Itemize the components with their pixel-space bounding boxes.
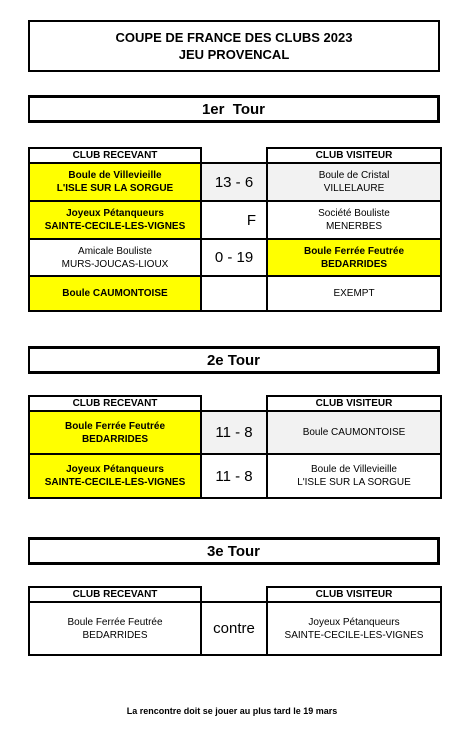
table-row	[29, 602, 441, 655]
away-team: Joyeux Pétanqueurs SAINTE-CECILE-LES-VIGNES	[267, 602, 441, 655]
away-team: Boule CAUMONTOISE	[267, 411, 441, 454]
header-away: CLUB VISITEUR	[267, 396, 441, 411]
round-1-title: 1er Tour	[28, 95, 440, 123]
table-row	[29, 411, 441, 454]
round-1-table	[28, 147, 442, 312]
match-score: 13 - 6	[201, 163, 267, 201]
away-team: Boule de Cristal VILLELAURE	[267, 163, 441, 201]
header-home: CLUB RECEVANT	[29, 148, 201, 163]
home-team: Boule Ferrée Feutrée BEDARRIDES	[29, 602, 201, 655]
match-score: contre	[201, 602, 267, 655]
home-team: Boule Ferrée Feutrée BEDARRIDES	[29, 411, 201, 454]
home-team: Amicale Bouliste MURS-JOUCAS-LIOUX	[29, 239, 201, 276]
match-score	[201, 276, 267, 311]
table-row	[29, 454, 441, 498]
match-score: 11 - 8	[201, 411, 267, 454]
title-line-2: JEU PROVENCAL	[178, 47, 290, 62]
match-score: 11 - 8	[201, 454, 267, 498]
away-team: Boule Ferrée Feutrée BEDARRIDES	[267, 239, 441, 276]
home-team: Joyeux Pétanqueurs SAINTE-CECILE-LES-VIGNES	[29, 201, 201, 239]
away-team: Société Bouliste MENERBES	[267, 201, 441, 239]
round-2-table	[28, 395, 442, 499]
away-team: EXEMPT	[267, 276, 441, 311]
table-row	[29, 163, 441, 201]
header-away: CLUB VISITEUR	[267, 587, 441, 602]
round-3-title: 3e Tour	[28, 537, 440, 565]
table-row	[29, 239, 441, 276]
table-row	[29, 201, 441, 239]
table-row	[29, 276, 441, 311]
home-team: Boule de Villevieille L'ISLE SUR LA SORGUE	[29, 163, 201, 201]
match-score: F	[201, 201, 267, 239]
title-line-1: COUPE DE FRANCE DES CLUBS 2023	[115, 30, 353, 45]
home-team: Joyeux Pétanqueurs SAINTE-CECILE-LES-VIGNES	[29, 454, 201, 498]
away-team: Boule de Villevieille L'ISLE SUR LA SORGUE	[267, 454, 441, 498]
header-home: CLUB RECEVANT	[29, 396, 201, 411]
document-title	[28, 20, 440, 72]
header-away: CLUB VISITEUR	[267, 148, 441, 163]
match-score: 0 - 19	[201, 239, 267, 276]
round-2-title: 2e Tour	[28, 346, 440, 374]
round-3-table	[28, 586, 442, 656]
footer-note: La rencontre doit se jouer au plus tard le 19 mars	[126, 706, 338, 716]
header-home: CLUB RECEVANT	[29, 587, 201, 602]
home-team: Boule CAUMONTOISE	[29, 276, 201, 311]
